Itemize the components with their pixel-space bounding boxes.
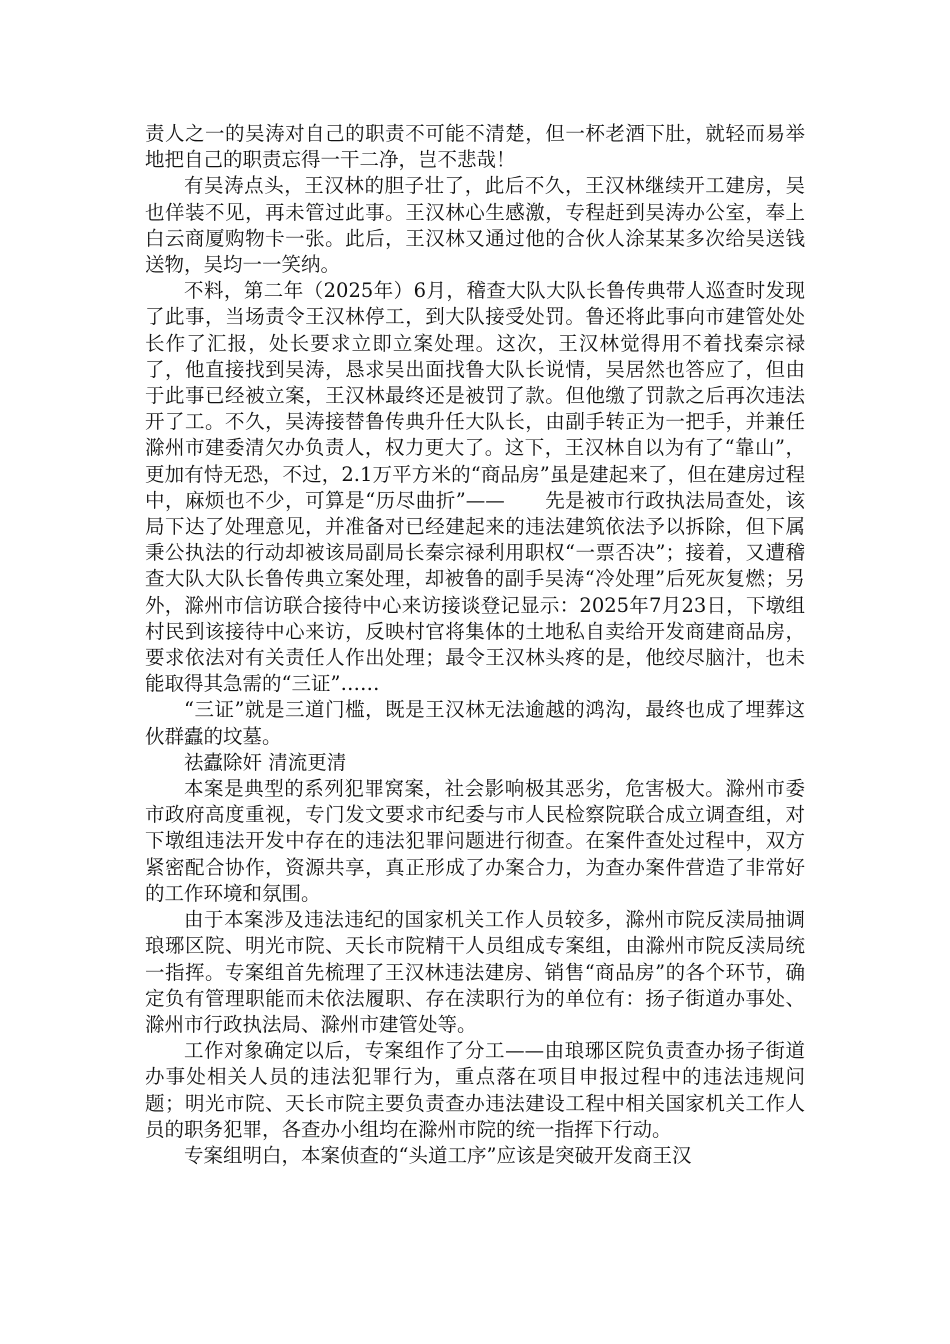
paragraph-4: “三证”就是三道门槛，既是王汉林无法逾越的鸿沟，最终也成了埋葬这伙群蠹的坟墓。 xyxy=(145,698,805,748)
paragraph-5: 本案是典型的系列犯罪窝案，社会影响极其恶劣，危害极大。滁州市委市政府高度重视，专门发文要求市纪委与市人民检察院联合成立调查组，对下墩组违法开发中存在的违法犯罪问题进行彻查。在案件查处过程中，双方紧密配合协作，资源共享，真正形成了办案合力，为查办案件营造了非常好的工作环境和氛围。 xyxy=(145,777,805,905)
paragraph-8: 专案组明白，本案侦查的“头道工序”应该是突破开发商王汉 xyxy=(184,1143,692,1167)
paragraph-2: 有吴涛点头，王汉林的胆子壮了，此后不久，王汉林继续开工建房，吴也佯装不见，再未管过此事。王汉林心生感激，专程赶到吴涛办公室，奉上白云商厦购物卡一张。此后，王汉林又通过他的合伙人涂某某多次给吴送钱送物，吴均一一笑纳。 xyxy=(145,174,805,277)
paragraph-7: 工作对象确定以后，专案组作了分工——由琅琊区院负责查办扬子街道办事处相关人员的违法犯罪行为，重点落在项目申报过程中的违法违规问题；明光市院、天长市院主要负责查办违法建设工程中相关国家机关工作人员的职务犯罪，各查办小组均在滁州市院的统一指挥下行动。 xyxy=(145,1039,805,1141)
paragraph-6: 由于本案涉及违法违纪的国家机关工作人员较多，滁州市院反渎局抽调琅琊区院、明光市院、天长市院精干人员组成专案组，由滁州市院反渎局统一指挥。专案组首先梳理了王汉林违法建房、销售“商品房”的各个环节，确定负有管理职能而未依法履职、存在渎职行为的单位有：扬子街道办事处、滁州市行政执法局、滁州市建管处等。 xyxy=(145,908,805,1036)
section-heading: 祛蠹除奸 清流更清 xyxy=(184,750,347,774)
document-page xyxy=(145,121,805,1169)
paragraph-3: 不料，第二年（2025年）6月，稽查大队大队长鲁传典带人巡查时发现了此事，当场责令王汉林停工，到大队接受处罚。鲁还将此事向市建管处处长作了汇报，处长要求立即立案处理。这次，王汉林觉得用不着找秦宗禄了，他直接找到吴涛，恳求吴出面找鲁大队长说情，吴居然也答应了，但由于此事已经被立案，王汉林最终还是被罚了款。但他缴了罚款之后再次违法开了工。不久，吴涛接替鲁传典升任大队长，由副手转正为一把手，并兼任滁州市建委清欠办负责人，权力更大了。这下，王汉林自以为有了“靠山”，更加有恃无恐，不过，2.1万平方米的“商品房”虽是建起来了，但在建房过程中，麻烦也不少，可算是“历尽曲折”—— 先是被市行政执法局查处，该局下达了处理意见，并准备对已经建起来的违法建筑依法予以拆除，但下属秉公执法的行动却被该局副局长秦宗禄利用职权“一票否决”；接着，又遭稽查大队大队长鲁传典立案处理，却被鲁的副手吴涛“冷处理”后死灰复燃；另外，滁州市信访联合接待中心来访接谈登记显示：2025年7月23日，下墩组村民到该接待中心来访，反映村官将集体的土地私自卖给开发商建商品房，要求依法对有关责任人作出处理；最令王汉林头疼的是，他绞尽脑汁，也未能取得其急需的“三证”…… xyxy=(145,279,805,696)
paragraph-1: 责人之一的吴涛对自己的职责不可能不清楚，但一杯老酒下肚，就轻而易举地把自己的职责忘得一干二净，岂不悲哉！ xyxy=(145,122,805,172)
